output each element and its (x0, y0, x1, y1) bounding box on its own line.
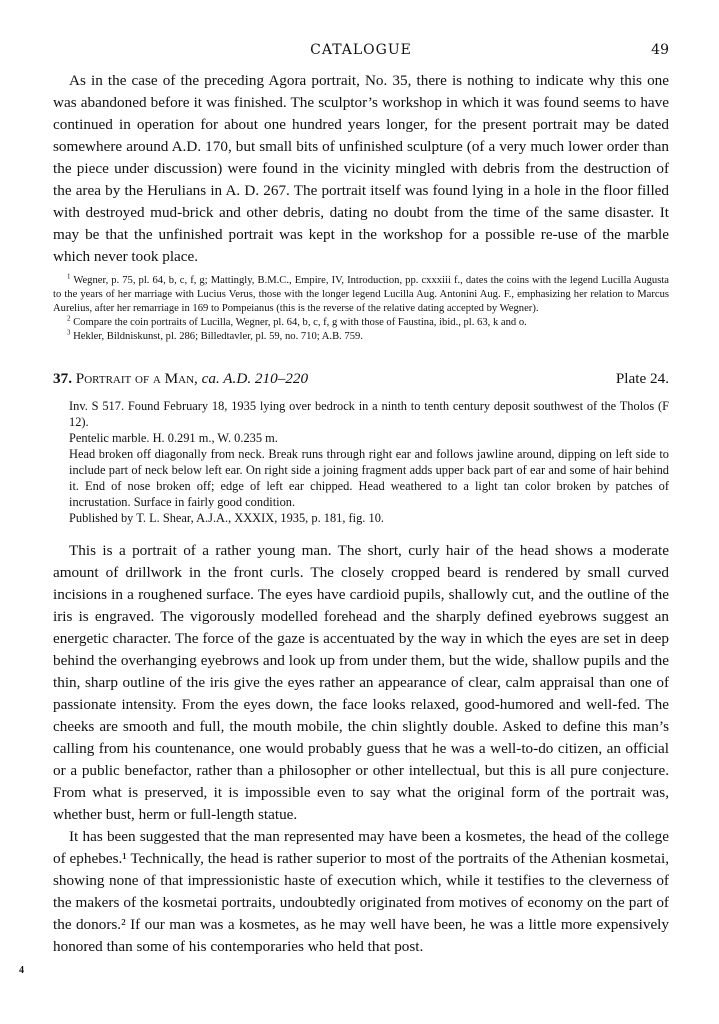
running-head: CATALOGUE (310, 42, 412, 58)
entry-number: 37. (53, 370, 72, 387)
description-paragraph-1: This is a portrait of a rather young man. The short, curly hair of the head shows a moderate amount of drillwork in the front curls. The closely cropped beard is rendered by small curved incisions in a roughened surface. The eyes have cardioid pupils, shallowly cut, and the outline of the iris is engraved. The vigorously modelled forehead and the sharply defined eyebrows suggest an energetic character. The force of the gaze is accentuated by the way in which the eyes are set in deep behind the overhanging eyebrows and look up from under them, but the wide, shallow pupils and the thin, sharp outline of the iris give the eyes rather an appearance of clear, calm appraisal than one of passionate intensity. From the eyes down, the face looks relaxed, good-humored and well-fed. The cheeks are smooth and full, the mouth mobile, the chin slightly double. Asked to define this man’s calling from his countenance, one would probably guess that he was a well-to-do citizen, an official or a public benefactor, rather than a philosopher or other intellectual, but this is all pure conjecture. From what is preserved, it is impossible even to say what the original form of the portrait was, whether bust, herm or full-length statue. (53, 542, 669, 823)
entry-title: Portrait of a Man, (75, 370, 198, 387)
footnote-text: Wegner, p. 75, pl. 64, b, c, f, g; Mattingly, B.M.C., Empire, IV, Introduction, pp. cxxxiii f., dates the coins with the legend Lucilla Augusta to the years of her marriage with Lucius Verus, those with the longer legend Lucilla Aug. Antonini Aug. F., emphasizing her relation to Marcus Aurelius, after her remarriage in 169 to Pompeianus (this is the reverse of the relative dating accepted by Wegner). (53, 275, 669, 314)
footnote-text: Compare the coin portraits of Lucilla, Wegner, pl. 64, b, c, f, g with those of Faustina, ibid., pl. 63, k and o. (73, 317, 527, 328)
entry-heading-left (53, 370, 308, 388)
footnote-text: Hekler, Bildniskunst, pl. 286; Billedtavler, pl. 59, no. 710; A.B. 759. (73, 331, 363, 342)
entry-description (53, 540, 669, 958)
entry-heading (53, 370, 669, 392)
detail-publication: Published by T. L. Shear, A.J.A., XXXIX, 1935, p. 181, fig. 10. (69, 511, 384, 525)
entry-date: ca. A.D. 210–220 (201, 370, 309, 387)
document-page (53, 40, 669, 958)
page-header (53, 40, 669, 62)
footnote-marker: 3 (67, 329, 71, 337)
detail-material: Pentelic marble. H. 0.291 m., W. 0.235 m. (69, 431, 278, 445)
page-number: 49 (651, 42, 669, 58)
footnotes (53, 274, 669, 344)
detail-inventory: Inv. S 517. Found February 18, 1935 lying over bedrock in a ninth to tenth century deposit southwest of the Tholos (F 12). (69, 399, 669, 429)
intro-paragraph: As in the case of the preceding Agora portrait, No. 35, there is nothing to indicate why this one was abandoned before it was finished. The sculptor’s workshop in which it was found seems to have continued in operation for about one hundred years longer, for the present portrait may be dated somewhere around A.D. 170, but small bits of unfinished sculpture (of a very much lower order than the piece under discussion) were found in the vicinity mingled with debris from the destruction of the area by the Herulians in A. D. 267. The portrait itself was found lying in a hole in the floor filled with destroyed mud-brick and other debris, dating no doubt from the time of the same disaster. It may be that the unfinished portrait was kept in the workshop for a possible re-use of the marble which never took place. (53, 72, 669, 265)
footnote-1 (53, 274, 669, 316)
description-paragraph-2: It has been suggested that the man represented may have been a kosmetes, the head of the college of ephebes.¹ Technically, the head is rather superior to most of the portraits of the Athenian kosmetai, showing none of that impressionistic haste of execution which, while it testifies to the cleverness of the makers of the kosmetai portraits, undoubtedly originated from motives of economy on the part of the donors.² If our man was a kosmetes, as he may well have been, he was a little more expensively honored than some of his contemporaries who held that post. (53, 828, 669, 955)
plate-reference: Plate 24. (615, 370, 669, 387)
footnote-3 (53, 330, 669, 344)
signature-mark: 4 (19, 965, 24, 976)
footnote-2 (53, 316, 669, 330)
footnote-marker: 2 (67, 315, 71, 323)
detail-condition: Head broken off diagonally from neck. Break runs through right ear and follows jawline around, dipping on left side to include part of neck below left ear. On right side a joining fragment adds upper back part of ear and some of hair behind it. End of nose broken off; edge of left ear chipped. Head weathered to a light tan color broken by patches of incrustation. Surface in fairly good condition. (69, 447, 669, 509)
entry-details (69, 398, 669, 526)
footnote-marker: 1 (67, 273, 71, 281)
